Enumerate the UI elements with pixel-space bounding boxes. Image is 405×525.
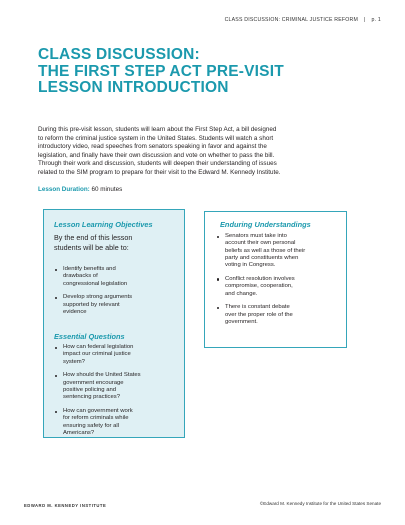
item-line: congressional legislation bbox=[63, 280, 128, 287]
item-line: account their own personal bbox=[225, 240, 296, 247]
item-line: government encourage bbox=[63, 379, 124, 386]
questions-title: Essential Questions bbox=[54, 332, 125, 341]
page-number: p. 1 bbox=[371, 17, 381, 23]
list-item bbox=[54, 266, 182, 288]
objectives-lead-line: students will be able to: bbox=[54, 242, 129, 252]
duration-label: Lesson Duration: bbox=[38, 186, 90, 193]
intro-paragraph bbox=[38, 126, 374, 177]
item-line: There is constant debate bbox=[225, 304, 290, 311]
header-section-label: CLASS DISCUSSION: CRIMINAL JUSTICE REFORM bbox=[224, 17, 358, 23]
title-line-3: LESSON INTRODUCTION bbox=[38, 79, 229, 96]
item-line: compromise, cooperation, bbox=[225, 283, 293, 290]
page-header bbox=[225, 17, 381, 23]
intro-line: related to the SIM program to prepare for their visit to the Edward M. Kennedy Institute. bbox=[38, 168, 281, 176]
item-line: beliefs as well as those of their bbox=[225, 247, 306, 254]
item-line: drawbacks of bbox=[63, 273, 98, 280]
intro-line: During this pre-visit lesson, students will learn about the First Step Act, a bill designed bbox=[38, 126, 277, 133]
item-line: for reform criminals while bbox=[63, 415, 129, 422]
list-item bbox=[216, 233, 344, 269]
title-line-1: CLASS DISCUSSION: bbox=[38, 46, 200, 63]
questions-list bbox=[54, 344, 182, 444]
item-line: government. bbox=[225, 318, 258, 325]
item-line: impact our criminal justice bbox=[63, 351, 131, 358]
lesson-duration bbox=[38, 186, 122, 193]
objectives-lead-line: By the end of this lesson bbox=[54, 233, 133, 242]
item-line: system? bbox=[63, 358, 85, 365]
item-line: voting in Congress. bbox=[225, 262, 276, 269]
header-separator: | bbox=[363, 17, 366, 23]
duration-value: 60 minutes bbox=[91, 186, 123, 193]
item-line: positive policing and bbox=[63, 386, 117, 393]
understandings-list bbox=[216, 233, 344, 333]
item-line: Senators must take into bbox=[225, 233, 287, 239]
objectives-list bbox=[54, 266, 182, 323]
item-line: sentencing practices? bbox=[63, 394, 120, 401]
item-line: How can government work bbox=[63, 408, 133, 415]
page-title bbox=[38, 47, 368, 97]
footer-copyright: ©Edward M. Kennedy Institute for the United States Senate bbox=[259, 501, 381, 506]
item-line: supported by relevant bbox=[63, 301, 120, 308]
item-line: Identify benefits and bbox=[63, 266, 116, 272]
list-item bbox=[54, 294, 182, 316]
item-line: and change. bbox=[225, 290, 258, 297]
footer-institute-name: EDWARD M. KENNEDY INSTITUTE bbox=[24, 503, 107, 508]
intro-line: Through their work and discussion, students will deepen their understanding of issues bbox=[38, 160, 277, 167]
intro-line: introductory video, read speeches from senators speaking in favor and against the bbox=[38, 143, 267, 150]
understandings-box bbox=[204, 211, 347, 348]
item-line: How should the United States bbox=[63, 372, 141, 379]
item-line: over the proper role of the bbox=[225, 311, 293, 318]
item-line: evidence bbox=[63, 308, 87, 315]
list-item bbox=[216, 276, 344, 298]
objectives-box bbox=[43, 209, 185, 438]
objectives-title: Lesson Learning Objectives bbox=[54, 220, 153, 229]
list-item bbox=[54, 408, 182, 437]
list-item bbox=[54, 344, 182, 366]
understandings-title: Enduring Understandings bbox=[220, 220, 311, 229]
title-line-2: THE FIRST STEP ACT PRE-VISIT bbox=[38, 62, 284, 80]
item-line: Americans? bbox=[63, 429, 95, 436]
list-item bbox=[216, 304, 344, 326]
item-line: Develop strong arguments bbox=[63, 294, 133, 301]
list-item bbox=[54, 372, 182, 401]
objectives-lead bbox=[54, 233, 132, 252]
item-line: party and constituents when bbox=[225, 254, 299, 261]
item-line: How can federal legislation bbox=[63, 344, 134, 350]
intro-line: legislation, and finally have their own discussion and vote on whether to pass the bill. bbox=[38, 151, 275, 159]
item-line: ensuring safety for all bbox=[63, 422, 119, 429]
item-line: Conflict resolution involves bbox=[225, 275, 295, 282]
intro-line: to reform the criminal justice system in the United States. Students will watch a short bbox=[38, 134, 274, 142]
